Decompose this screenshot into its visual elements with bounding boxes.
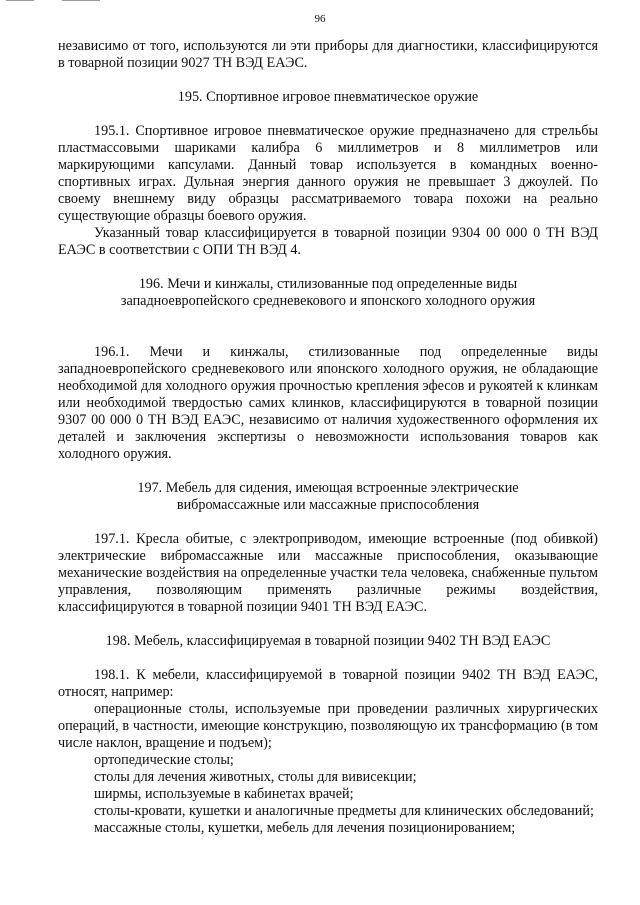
scan-artifact-line (62, 0, 100, 1)
section-197-heading-line-2: вибромассажные или массажные приспособления (176, 497, 480, 513)
section-198-heading: 198. Мебель, классифицируемая в товарной позиции 9402 ТН ВЭД ЕАЭС (105, 633, 551, 649)
section-195-heading: 195. Спортивное игровое пневматическое оружие (177, 89, 479, 105)
list-item: столы-кровати, кушетки и аналогичные предметы для клинических обследований; (94, 803, 594, 819)
document-body (58, 38, 598, 837)
section-195-paragraph-1: 195.1. Спортивное игровое пневматическое оружие предназначено для стрельбы пластмассовыми шариками калибра 6 миллиметров и 8 миллиметров или маркирующими капсулами. Данный товар используется в командных военно-спортивных играх. Дульная энергия данного оружия не превышает 3 джоулей. По своему внешнему виду образцы рассматриваемого товара похожи на реально существующие образцы боевого оружия. (58, 123, 598, 224)
section-196-paragraph-1: 196.1. Мечи и кинжалы, стилизованные под определенные виды западноевропейского средневекового или японского холодного оружия, не обладающие необходимой для холодного оружия прочностью крепления эфесов и рукоятей к клинкам или необходимой твердостью самих клинков, классифицируются в товарной позиции 9307 00 000 0 ТН ВЭД ЕАЭС, независимо от наличия художественного оформления их деталей и заключения экспертизы о невозможности использования товаров как холодного оружия. (58, 344, 598, 462)
section-198-paragraph-1: 198.1. К мебели, классифицируемой в товарной позиции 9402 ТН ВЭД ЕАЭС, относят, например: (58, 667, 598, 700)
intro-paragraph: независимо от того, используются ли эти приборы для диагностики, классифицируются в товарной позиции 9027 ТН ВЭД ЕАЭС. (58, 38, 598, 71)
list-item: операционные столы, используемые при проведении различных хирургических операций, в частности, имеющие конструкцию, позволяющую их трансформацию (в том числе наклон, вращение и подъем); (58, 701, 598, 751)
section-195-paragraph-2: Указанный товар классифицируется в товарной позиции 9304 00 000 0 ТН ВЭД ЕАЭС в соответствии с ОПИ ТН ВЭД 4. (58, 225, 598, 258)
page-number: 96 (314, 13, 326, 25)
list-item: ортопедические столы; (94, 752, 234, 768)
section-196-heading-line-2: западноевропейского средневекового и японского холодного оружия (120, 293, 536, 309)
section-197-paragraph-1: 197.1. Кресла обитые, с электроприводом, имеющие встроенные (под обивкой) электрические вибромассажные или массажные приспособления, оказывающие механические воздействия на определенные участки тела человека, снабженные пультом управления, позволяющим применять различные режимы воздействия, классифицируются в товарной позиции 9401 ТН ВЭД ЕАЭС. (58, 531, 598, 615)
section-197-heading-line-1: 197. Мебель для сидения, имеющая встроенные электрические (137, 480, 519, 496)
list-item: ширмы, используемые в кабинетах врачей; (94, 786, 354, 802)
scan-artifact-line (6, 0, 34, 1)
list-item: массажные столы, кушетки, мебель для лечения позиционированием; (94, 820, 516, 836)
list-item: столы для лечения животных, столы для вивисекции; (94, 769, 417, 785)
section-196-heading-line-1: 196. Мечи и кинжалы, стилизованные под определенные виды (138, 276, 518, 292)
